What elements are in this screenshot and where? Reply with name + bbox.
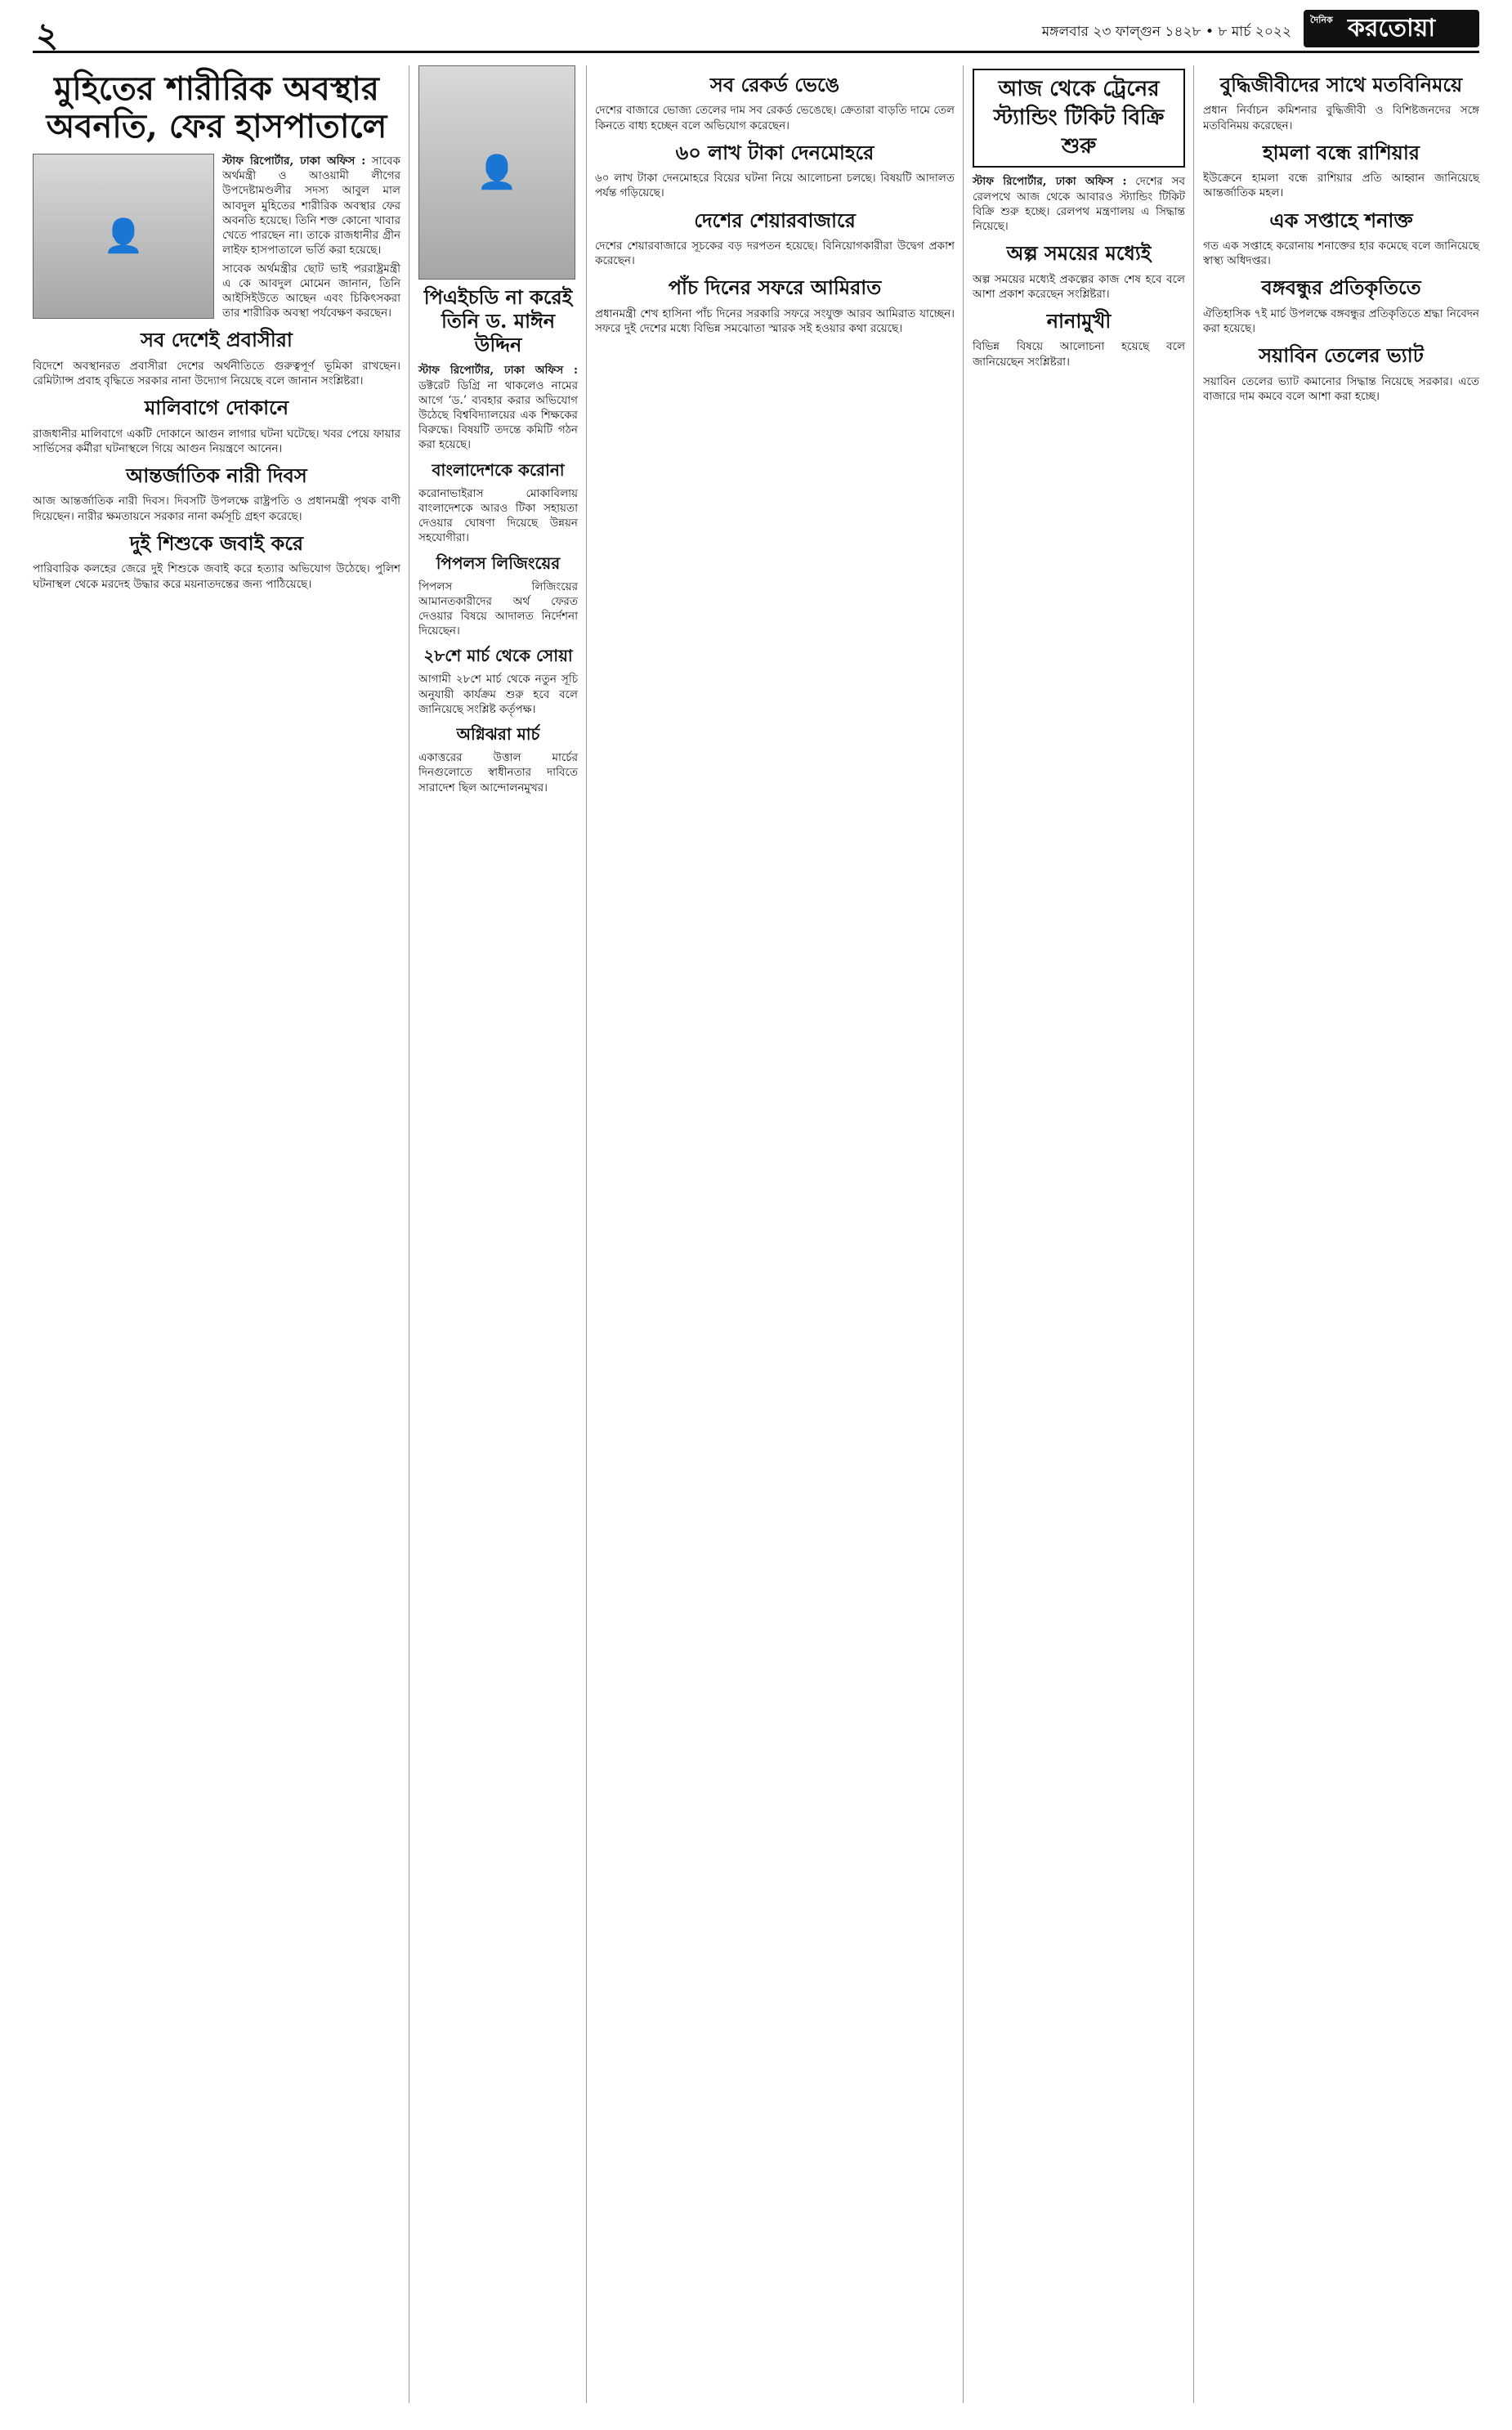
subheadline: বাংলাদেশকে করোনা — [432, 459, 565, 480]
subheadline: পিপলস লিজিংয়ের — [436, 553, 561, 573]
column-divider — [586, 65, 587, 2403]
byline: স্টাফ রিপোর্টার, ঢাকা অফিস : — [222, 154, 366, 168]
issue-date: মঙ্গলবার ২৩ ফাল্গুন ১৪২৮ • ৮ মার্চ ২০২২ — [1041, 24, 1291, 40]
article-text: করোনাভাইরাস মোকাবিলায় বাংলাদেশকে আরও টিকা সহায়তা দেওয়ার ঘোষণা দিয়েছে উন্নয়ন সহযোগীরা। — [418, 486, 578, 545]
article-text: সাবেক অর্থমন্ত্রীর ছোট ভাই পররাষ্ট্রমন্ত্রী এ কে আবদুল মোমেন জানান, তিনি আইসিইউতে আছেন এবং চিকিৎসকরা তার শারীরিক অবস্থা পর্যবেক্ষণ করছেন। — [222, 262, 400, 320]
article-text: অল্প সময়ের মধ্যেই প্রকল্পের কাজ শেষ হবে বলে আশা প্রকাশ করেছেন সংশ্লিষ্টরা। — [973, 272, 1185, 301]
article-text: দেশের বাজারে ভোজ্য তেলের দাম সব রেকর্ড ভেঙেছে। ক্রেতারা বাড়তি দামে তেল কিনতে বাধ্য হচ্ছেন বলে অভিযোগ করেছেন। — [595, 104, 955, 132]
subheadline: সব রেকর্ড ভেঙে — [709, 73, 840, 96]
column-divider — [963, 65, 964, 2403]
article-text: দেশের সব রেলপথে আজ থেকে আবারও স্ট্যান্ডিং টিকিট বিক্রি শুরু হচ্ছে। রেলপথ মন্ত্রণালয় এ সিদ্ধান্ত নিয়েছে। — [973, 175, 1185, 233]
subheadline: সব দেশেই প্রবাসীরা — [141, 328, 293, 352]
article-text: আজ আন্তর্জাতিক নারী দিবস। দিবসটি উপলক্ষে রাষ্ট্রপতি ও প্রধানমন্ত্রী পৃথক বাণী দিয়েছেন। নারীর ক্ষমতায়নে সরকার নানা কর্মসূচি গ্রহণ করেছে। — [33, 495, 400, 523]
subheadline: এক সপ্তাহে শনাক্ত — [1269, 208, 1413, 232]
masthead-tag: দৈনিক — [1310, 15, 1333, 25]
article-text: সাবেক অর্থমন্ত্রী ও আওয়ামী লীগের উপদেষ্টামণ্ডলীর সদস্য আবুল মাল আবদুল মুহিতের শারীরিক অবস্থার ফের অবনতি হয়েছে। তিনি শক্ত কোনো খাবার খেতে পারছেন না। তাকে রাজধানীর গ্রীন লাইফ হাসপাতালে ভর্তি করা হয়েছে। — [222, 154, 400, 257]
subheadline: পাঁচ দিনের সফরে আমিরাত — [668, 275, 882, 300]
subheadline: ২৮শে মার্চ থেকে সোয়া — [423, 646, 573, 666]
masthead-title: করতোয়া — [1347, 13, 1436, 43]
article-text: প্রধান নির্বাচন কমিশনার বুদ্ধিজীবী ও বিশিষ্টজনদের সঙ্গে মতবিনিময় করেছেন। — [1203, 104, 1479, 132]
byline: স্টাফ রিপোর্টার, ঢাকা অফিস : — [973, 175, 1127, 189]
article-text: প্রধানমন্ত্রী শেখ হাসিনা পাঁচ দিনের সরকারি সফরে সংযুক্ত আরব আমিরাত যাচ্ছেন। সফরে দুই দেশের মধ্যে বিভিন্ন সমঝোতা স্মারক সই হওয়ার কথা রয়েছে। — [595, 307, 955, 336]
article-text: রাজধানীর মালিবাগে একটি দোকানে আগুন লাগার ঘটনা ঘটেছে। খবর পেয়ে ফায়ার সার্ভিসের কর্মীরা ঘটনাস্থলে গিয়ে আগুন নিয়ন্ত্রণে আনেন। — [33, 427, 400, 455]
article-column-1 — [33, 65, 400, 2403]
subheadline: মালিবাগে দোকানে — [144, 396, 289, 420]
article-text: বিভিন্ন বিষয়ে আলোচনা হয়েছে বলে জানিয়েছেন সংশ্লিষ্টরা। — [973, 340, 1185, 369]
article-text: পারিবারিক কলহের জেরে দুই শিশুকে জবাই করে হত্যার অভিযোগ উঠেছে। পুলিশ ঘটনাস্থল থেকে মরদেহ উদ্ধার করে ময়নাতদন্তের জন্য পাঠিয়েছে। — [33, 562, 400, 591]
headline-muhith: মুহিতের শারীরিক অবস্থার অবনতি, ফের হাসপাতালে — [46, 69, 387, 145]
article-column-5 — [1203, 65, 1479, 2403]
subheadline: দেশের শেয়ারবাজারে — [694, 208, 856, 232]
article-column-3 — [595, 65, 955, 2403]
subheadline: সয়াবিন তেলের ভ্যাট — [1259, 343, 1424, 368]
article-text: একাত্তরের উত্তাল মার্চের দিনগুলোতে স্বাধীনতার দাবিতে সারাদেশ ছিল আন্দোলনমুখর। — [418, 751, 578, 794]
subheadline: বঙ্গবন্ধুর প্রতিকৃতিতে — [1261, 275, 1421, 300]
article-text: ডক্টরেট ডিগ্রি না থাকলেও নামের আগে ‘ড.’ ব্যবহার করার অভিযোগ উঠেছে বিশ্ববিদ্যালয়ের এক শিক্ষকের বিরুদ্ধে। বিষয়টি তদন্তে কমিটি গঠন করা হয়েছে। — [418, 378, 578, 452]
page-number: ২ — [36, 15, 59, 55]
article-text: ৬০ লাখ টাকা দেনমোহরে বিয়ের ঘটনা নিয়ে আলোচনা চলছে। বিষয়টি আদালত পর্যন্ত গড়িয়েছে। — [595, 172, 955, 200]
byline: স্টাফ রিপোর্টার, ঢাকা অফিস : — [418, 364, 578, 378]
article-column-4 — [973, 65, 1185, 2403]
subheadline: অগ্নিঝরা মার্চ — [456, 724, 540, 745]
article-text: আগামী ২৮শে মার্চ থেকে নতুন সূচি অনুযায়ী কার্যক্রম শুরু হবে বলে জানিয়েছে সংশ্লিষ্ট কর্তৃপক্ষ। — [418, 673, 578, 716]
masthead-logo — [1304, 10, 1479, 47]
subheadline: দুই শিশুকে জবাই করে — [129, 530, 304, 555]
article-column-2 — [418, 65, 578, 2403]
article-text: গত এক সপ্তাহে করোনায় শনাক্তের হার কমেছে বলে জানিয়েছে স্বাস্থ্য অধিদপ্তর। — [1203, 239, 1479, 268]
subheadline: নানামুখী — [1046, 308, 1112, 333]
photo-main-uddin: 👤 — [418, 65, 575, 280]
subheadline: আন্তর্জাতিক নারী দিবস — [126, 463, 307, 488]
article-text: ঐতিহাসিক ৭ই মার্চ উপলক্ষে বঙ্গবন্ধুর প্রতিকৃতিতে শ্রদ্ধা নিবেদন করা হয়েছে। — [1203, 307, 1479, 336]
subheadline: বুদ্ধিজীবীদের সাথে মতবিনিময়ে — [1219, 73, 1463, 96]
article-text: পিপলস লিজিংয়ের আমানতকারীদের অর্থ ফেরত দেওয়ার বিষয়ে আদালত নির্দেশনা দিয়েছেন। — [418, 580, 578, 638]
headline-train-ticket: আজ থেকে ট্রেনের স্ট্যান্ডিং টিকিট বিক্রি শুরু — [973, 69, 1185, 168]
headline-phd: পিএইচডি না করেই তিনি ড. মাঈন উদ্দিন — [423, 285, 573, 356]
article-text: বিদেশে অবস্থানরত প্রবাসীরা দেশের অর্থনীতিতে গুরুত্বপূর্ণ ভূমিকা রাখছেন। রেমিট্যান্স প্রবাহ বৃদ্ধিতে সরকার নানা উদ্যোগ নিয়েছে বলে জানান সংশ্লিষ্টরা। — [33, 359, 400, 388]
column-divider — [1193, 65, 1194, 2403]
article-text: সয়াবিন তেলের ভ্যাট কমানোর সিদ্ধান্ত নিয়েছে সরকার। এতে বাজারে দাম কমবে বলে আশা করা হচ্ছে। — [1203, 374, 1479, 403]
subheadline: হামলা বন্ধে রাশিয়ার — [1263, 140, 1420, 164]
photo-muhith: 👤 — [33, 154, 214, 319]
subheadline: ৬০ লাখ টাকা দেনমোহরে — [675, 140, 875, 164]
article-text: ইউক্রেনে হামলা বন্ধে রাশিয়ার প্রতি আহ্বান জানিয়েছে আন্তর্জাতিক মহল। — [1203, 172, 1479, 200]
page-header — [33, 15, 1479, 53]
article-text: দেশের শেয়ারবাজারে সূচকের বড় দরপতন হয়েছে। বিনিয়োগকারীরা উদ্বেগ প্রকাশ করেছেন। — [595, 239, 955, 268]
subheadline: অল্প সময়ের মধ্যেই — [1006, 241, 1152, 266]
